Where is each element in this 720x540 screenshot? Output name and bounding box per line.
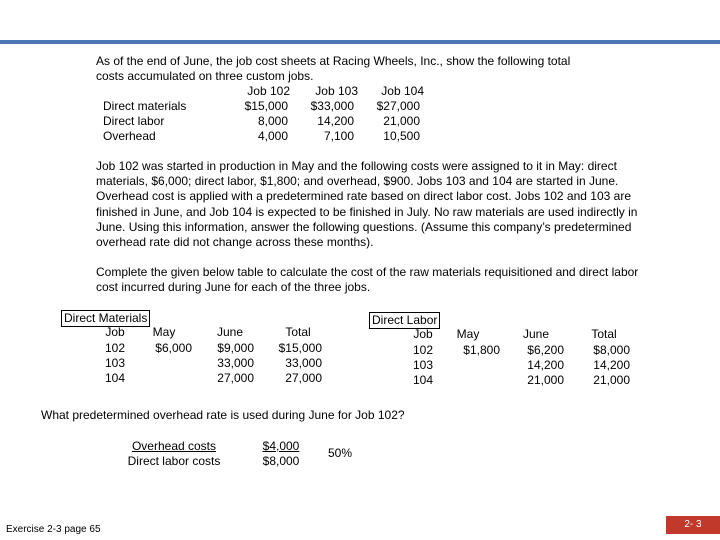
cell-dl-103: 14,200 [317, 114, 354, 128]
dl-col-june: June [522, 327, 550, 341]
dl-col-may: May [456, 327, 480, 341]
problem-text [96, 159, 637, 250]
row-label-direct-labor: Direct labor [103, 114, 165, 128]
cell-dm-102: $15,000 [244, 99, 288, 113]
problem-line: Overhead cost is applied with a predetermined rate based on direct labor cost. Jobs 102 and 103 are [96, 189, 631, 204]
problem-line: finished in June, and Job 104 is expected to be finished in July. No raw materials are used indirectly in [96, 204, 638, 219]
cell-dm-104: $27,000 [376, 99, 420, 113]
dl-cell: $1,800 [463, 343, 500, 357]
direct-labor-title: Direct Labor [369, 312, 440, 329]
dm-col-june: June [216, 325, 244, 339]
dm-cell: 33,000 [285, 356, 322, 370]
source-reference: Exercise 2-3 page 65 [6, 524, 101, 535]
cell-oh-102: 4,000 [257, 129, 288, 143]
dl-cell: 103 [412, 358, 434, 372]
cell-oh-103: 7,100 [323, 129, 354, 143]
dm-cell: 103 [104, 356, 126, 370]
intro-line: As of the end of June, the job cost sheets at Racing Wheels, Inc., show the following total [96, 54, 571, 68]
col-header-job-102: Job 102 [247, 84, 290, 98]
dm-col-job: Job [105, 325, 125, 339]
intro-line: costs accumulated on three custom jobs. [96, 69, 314, 84]
dm-col-total: Total [285, 325, 311, 339]
dm-cell: 27,000 [217, 371, 254, 385]
dm-cell: 27,000 [285, 371, 322, 385]
dl-cell: 21,000 [593, 373, 630, 387]
direct-materials-title: Direct Materials [61, 310, 150, 327]
row-label-overhead: Overhead [103, 129, 156, 143]
dm-cell: 33,000 [217, 356, 254, 370]
problem-line: Job 102 was started in production in May and the following costs were assigned to it in May: direct [96, 159, 617, 173]
cell-oh-104: 10,500 [383, 129, 420, 143]
dm-cell: 102 [104, 341, 126, 355]
instruction-line: Complete the given below table to calculate the cost of the raw materials requisitioned and direct labor [96, 265, 639, 279]
intro-text [96, 54, 570, 84]
denominator-label: Direct labor costs [127, 454, 221, 468]
denominator-value: $8,000 [262, 454, 300, 468]
top-rule [0, 40, 720, 44]
dm-cell: $6,000 [155, 341, 192, 355]
problem-line: June. Using this information, answer the following questions. (Assume this company’s predetermined [96, 219, 632, 234]
numerator-value: $4,000 [262, 439, 300, 453]
dl-cell: 104 [412, 373, 434, 387]
dl-cell: 14,200 [593, 358, 630, 372]
dl-col-total: Total [591, 327, 617, 341]
page-number-badge: 2- 3 [666, 516, 720, 534]
problem-line: overhead rate did not change across these months). [96, 235, 374, 250]
col-header-job-103: Job 103 [315, 84, 358, 98]
dl-col-job: Job [413, 327, 433, 341]
problem-line: materials, $6,000; direct labor, $1,800; and overhead, $900. Jobs 103 and 104 are started in June. [96, 174, 619, 189]
instruction-text [96, 265, 638, 295]
dm-cell: 104 [104, 371, 126, 385]
overhead-rate-question: What predetermined overhead rate is used during June for Job 102? [41, 408, 405, 422]
cell-dl-104: 21,000 [383, 114, 420, 128]
instruction-line: cost incurred during June for each of the three jobs. [96, 280, 371, 295]
dm-cell: $15,000 [278, 341, 322, 355]
numerator-label: Overhead costs [131, 439, 217, 453]
dl-cell: 21,000 [527, 373, 564, 387]
row-label-direct-materials: Direct materials [103, 99, 187, 113]
dl-cell: 102 [412, 343, 434, 357]
rate-result: 50% [328, 446, 353, 460]
cell-dm-103: $33,000 [310, 99, 354, 113]
dl-cell: $6,200 [527, 343, 564, 357]
cell-dl-102: 8,000 [257, 114, 288, 128]
dm-col-may: May [152, 325, 176, 339]
dl-cell: $8,000 [593, 343, 630, 357]
dl-cell: 14,200 [527, 358, 564, 372]
dm-cell: $9,000 [217, 341, 254, 355]
col-header-job-104: Job 104 [381, 84, 424, 98]
